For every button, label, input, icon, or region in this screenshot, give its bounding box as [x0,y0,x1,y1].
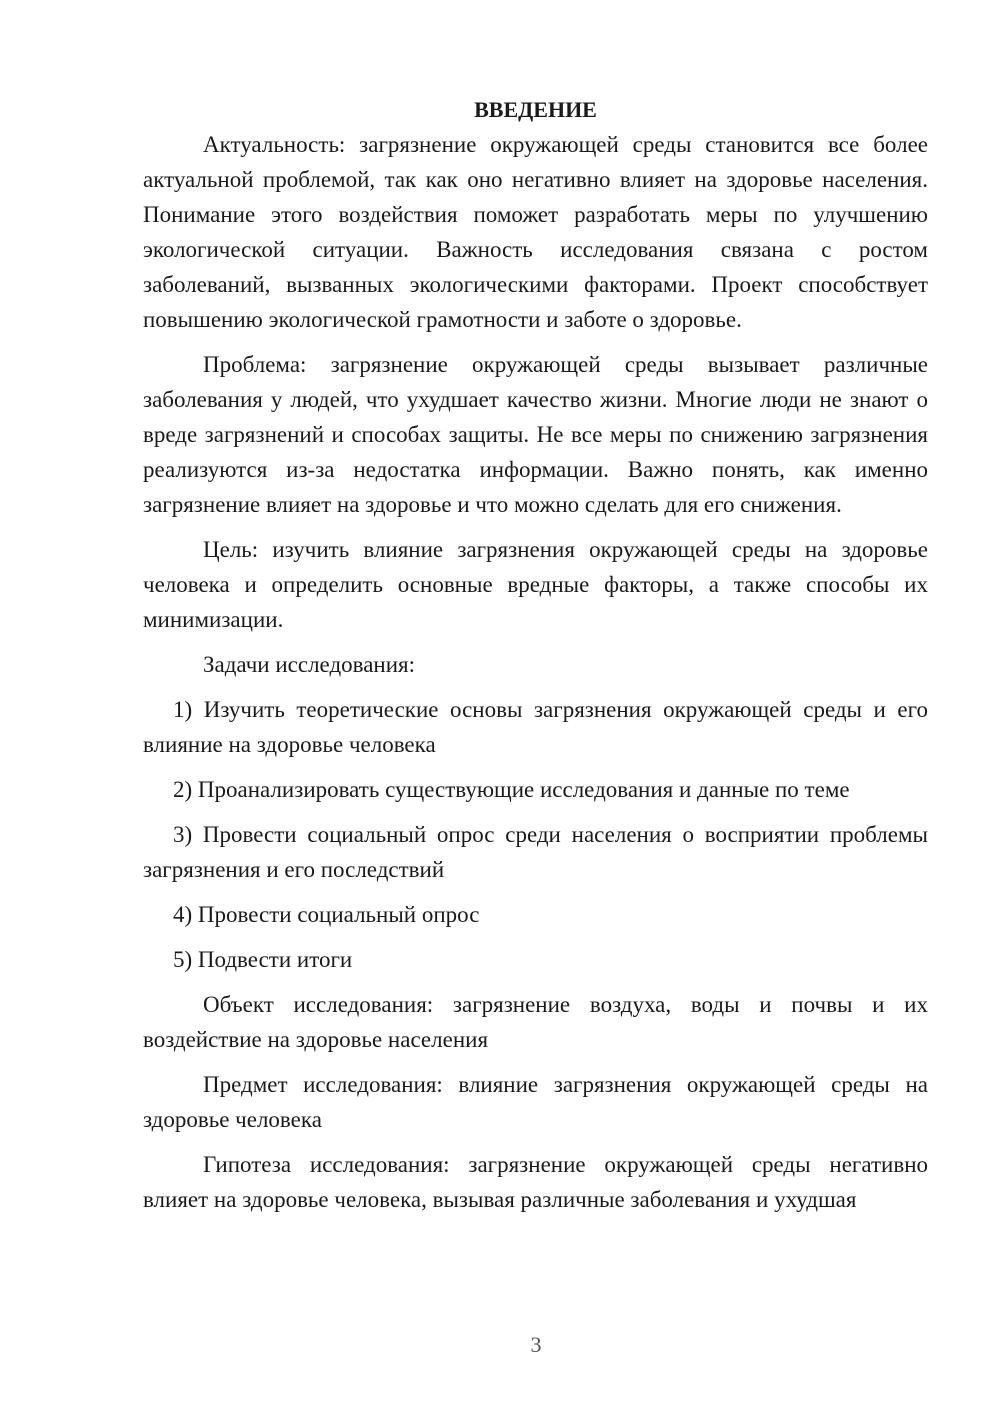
task-item-4: 4) Провести социальный опрос [173,902,480,927]
task-item-1: 1) Изучить теоретические основы загрязнения окружающей среды и его влияние на здоровье человека [143,697,928,757]
task-item-3: 3) Провести социальный опрос среди населения о восприятии проблемы загрязнения и его последствий [143,822,928,882]
paragraph-relevance: Актуальность: загрязнение окружающей среды становится все более актуальной проблемой, так как оно негативно влияет на здоровье населения. Понимание этого воздействия поможет разработать меры по улучшению экологической ситуации. Важность исследования связана с ростом заболеваний, вызванных экологическими факторами. Проект способствует повышению экологической грамотности и заботе о здоровье. [143,132,928,332]
paragraph-hypothesis: Гипотеза исследования: загрязнение окружающей среды негативно влияет на здоровье человека, вызывая различные заболевания и ухудшая [143,1152,928,1212]
task-item-5: 5) Подвести итоги [173,947,353,972]
paragraph-goal: Цель: изучить влияние загрязнения окружающей среды на здоровье человека и определить основные вредные факторы, а также способы их минимизации. [143,537,928,632]
paragraph-tasks-heading: Задачи исследования: [203,652,416,677]
page-content [143,92,928,1227]
paragraph-subject: Предмет исследования: влияние загрязнения окружающей среды на здоровье человека [143,1072,928,1132]
paragraph-problem: Проблема: загрязнение окружающей среды вызывает различные заболевания у людей, что ухудшает качество жизни. Многие люди не знают о вреде загрязнений и способах защиты. Не все меры по снижению загрязнения реализуются из-за недостатка информации. Важно понять, как именно загрязнение влияет на здоровье и что можно сделать для его снижения. [143,352,928,517]
paragraph-object: Объект исследования: загрязнение воздуха, воды и почвы и их воздействие на здоровье населения [143,992,928,1052]
page-number: 3 [530,1332,542,1357]
section-title: ВВЕДЕНИЕ [474,97,597,122]
task-item-2: 2) Проанализировать существующие исследования и данные по теме [173,777,850,802]
